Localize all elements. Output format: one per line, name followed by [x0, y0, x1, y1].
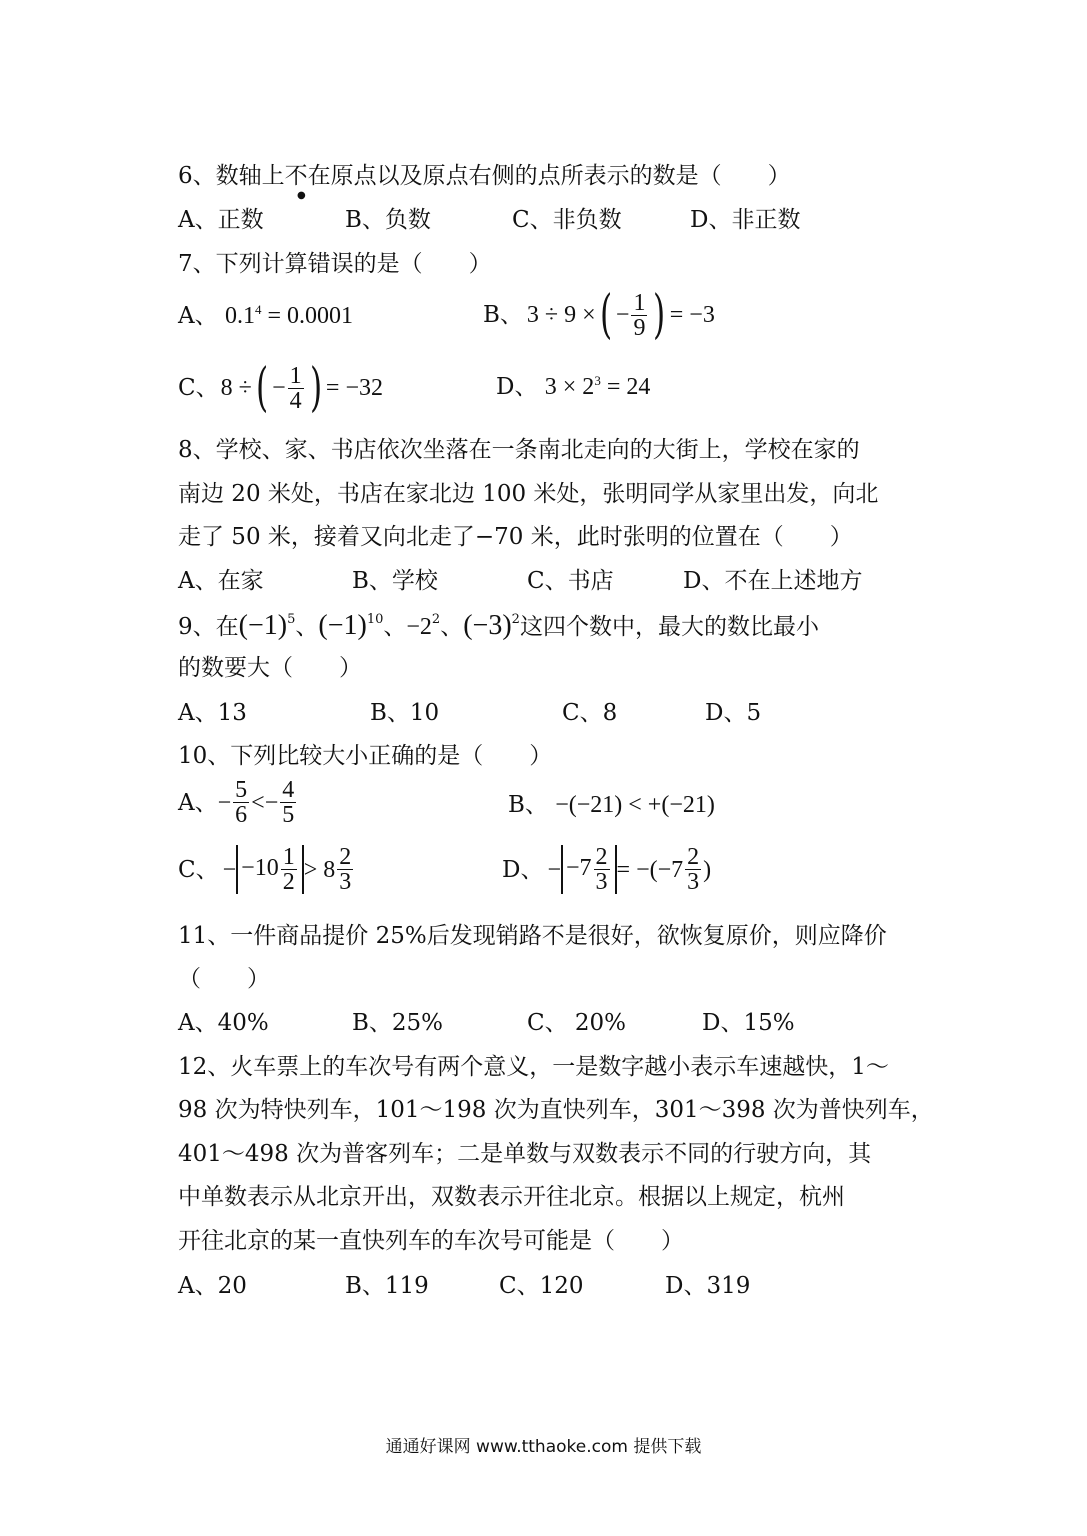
- q9-option-b: B、10: [370, 700, 440, 726]
- q10-option-c: C、 − −10 $\frac{1}{2}$ > 8 $\frac{2}{3}$: [178, 844, 352, 895]
- math-expr: $0.1^4 = 0.0001$: [224, 302, 353, 329]
- q12-line-4: 中单数表示从北京开出，双数表示开往北京。根据以上规定，杭州: [178, 1184, 845, 1210]
- q6-option-a: A、正数: [178, 207, 264, 233]
- fraction: $\frac{2}{3}$: [687, 844, 700, 895]
- absolute-value: −10 $\frac{1}{2}$: [236, 845, 304, 894]
- q8-line-3: 走了 50 米，接着又向北走了−70 米，此时张明的位置在（ ）: [178, 524, 853, 550]
- option-label: D、: [496, 374, 538, 400]
- q9-option-a: A、13: [178, 700, 247, 726]
- q8-line-2: 南边 20 米处，书店在家北边 100 米处，张明同学从家里出发，向北: [178, 481, 879, 507]
- q10-option-b: B、 −(−21) < +(−21): [508, 792, 715, 818]
- q9-option-c: C、8: [562, 700, 618, 726]
- q8-option-b: B、学校: [352, 568, 438, 594]
- fraction: $\frac{4}{5}$: [282, 777, 295, 828]
- q6-option-b: B、负数: [345, 207, 431, 233]
- page-footer: 通通好课网 www.tthaoke.com 提供下载: [385, 1437, 702, 1457]
- option-label: B、: [483, 302, 523, 328]
- q8-option-c: C、书店: [527, 568, 614, 594]
- q11-line-1: 11、一件商品提价 25%后发现销路不是很好，欲恢复原价，则应降价: [178, 923, 887, 949]
- option-label: B、: [508, 792, 548, 818]
- q12-option-d: D、319: [665, 1273, 751, 1299]
- q8-option-d: D、不在上述地方: [683, 568, 863, 594]
- q9-line-1: 9、在$(-1)^5$、$(-1)^{10}$、$-2^2$、$(-3)^2$这四个数中，最大的数比最小: [178, 610, 819, 641]
- q12-line-5: 开往北京的某一直快列车的车次号可能是（ ）: [178, 1228, 684, 1254]
- q9-option-d: D、5: [705, 700, 762, 726]
- q6-option-d: D、非正数: [690, 207, 801, 233]
- option-label: D、: [502, 856, 544, 883]
- q7-option-d: D、 $3 \times 2^3 = 24$: [496, 373, 651, 400]
- absolute-value: −7 $\frac{2}{3}$: [561, 845, 617, 894]
- q10-option-a: A、 − $\frac{5}{6}$ <− $\frac{4}{5}$: [178, 777, 295, 828]
- fraction: $\frac{5}{6}$: [235, 777, 248, 828]
- q10-stem: 10、下列比较大小正确的是（ ）: [178, 743, 553, 769]
- q6-stem: 6、数轴上不在原点以及原点右侧的点所表示的数是（ ）: [178, 163, 791, 189]
- q11-line-2: （ ）: [178, 966, 270, 992]
- q12-line-3: 401～498 次为普客列车；二是单数与双数表示不同的行驶方向，其: [178, 1141, 872, 1167]
- q10-option-d: D、 − −7 $\frac{2}{3}$ = −(−7 $\frac{2}{3}$ ): [502, 844, 712, 895]
- option-label: A、: [178, 789, 218, 816]
- fraction: $\frac{2}{3}$: [339, 844, 352, 895]
- q7-option-a: [178, 302, 353, 330]
- option-label: A、: [178, 303, 218, 329]
- q11-option-c: C、 20%: [527, 1010, 627, 1036]
- q8-line-1: 8、学校、家、书店依次坐落在一条南北走向的大街上，学校在家的: [178, 437, 860, 463]
- q9-line-2: 的数要大（ ）: [178, 655, 362, 681]
- q12-line-1: 12、火车票上的车次号有两个意义，一是数字越小表示车速越快，1～: [178, 1054, 889, 1080]
- q7-option-b: B、 3 ÷ 9 × ( − $\frac{1}{9}$ ) = −3: [483, 285, 715, 345]
- emphasis-dot: ●: [297, 190, 306, 201]
- fraction: $\frac{1}{4}$: [289, 362, 302, 414]
- q12-line-2: 98 次为特快列车，101～198 次为直快列车，301～398 次为普快列车，: [178, 1097, 934, 1123]
- q6-option-c: C、非负数: [512, 207, 622, 233]
- q11-option-b: B、25%: [352, 1010, 444, 1036]
- q11-option-d: D、15%: [702, 1010, 795, 1036]
- q7-stem: 7、下列计算错误的是（ ）: [178, 251, 492, 277]
- q12-option-b: B、119: [345, 1273, 429, 1299]
- q12-option-c: C、120: [499, 1273, 584, 1299]
- q11-option-a: A、40%: [178, 1010, 269, 1036]
- q8-option-a: A、在家: [178, 568, 264, 594]
- option-label: C、: [178, 856, 219, 883]
- q7-option-c: C、 8 ÷ ( − $\frac{1}{4}$ ) = −32: [178, 358, 383, 418]
- fraction: $\frac{1}{9}$: [633, 289, 646, 341]
- option-label: C、: [178, 375, 219, 401]
- q12-option-a: A、20: [178, 1273, 247, 1299]
